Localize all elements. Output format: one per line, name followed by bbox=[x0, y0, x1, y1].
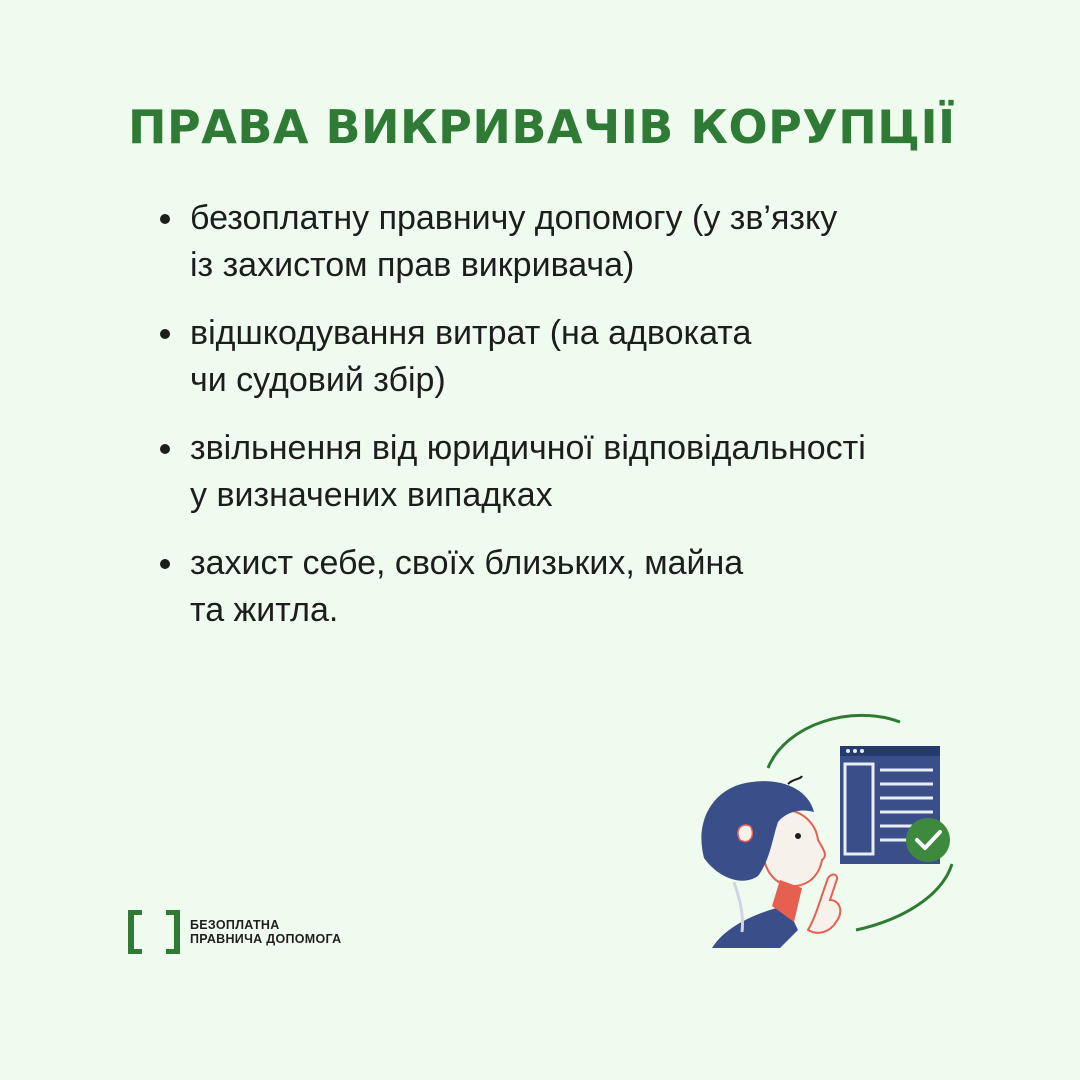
list-item-line: відшкодування витрат (на адвоката bbox=[190, 314, 752, 352]
list-item-line: чи судовий збір) bbox=[190, 361, 446, 399]
logo-line-1: БЕЗОПЛАТНА bbox=[190, 918, 280, 932]
person-reviewing-document-icon bbox=[690, 700, 965, 960]
bracket-logo-icon bbox=[128, 910, 180, 954]
list-item bbox=[160, 195, 980, 289]
list-item-line: у визначених випадках bbox=[190, 476, 553, 514]
list-item-line: із захистом прав викривача) bbox=[190, 246, 635, 284]
list-item-line: безоплатну правничу допомогу (у зв’язку bbox=[190, 199, 838, 237]
list-item-line: та житла. bbox=[190, 591, 339, 629]
logo-line-2: ПРАВНИЧА ДОПОМОГА bbox=[190, 932, 342, 946]
page-title: ПРАВА ВИКРИВАЧІВ КОРУПЦІЇ bbox=[128, 100, 956, 154]
list-item-line: звільнення від юридичної відповідальності bbox=[190, 429, 866, 467]
list-item bbox=[160, 540, 980, 634]
list-item bbox=[160, 425, 980, 519]
logo-text bbox=[190, 918, 341, 946]
rights-list bbox=[160, 195, 980, 655]
list-item-line: захист себе, своїх близьких, майна bbox=[190, 544, 744, 582]
brand-logo bbox=[128, 910, 341, 954]
list-item bbox=[160, 310, 980, 404]
